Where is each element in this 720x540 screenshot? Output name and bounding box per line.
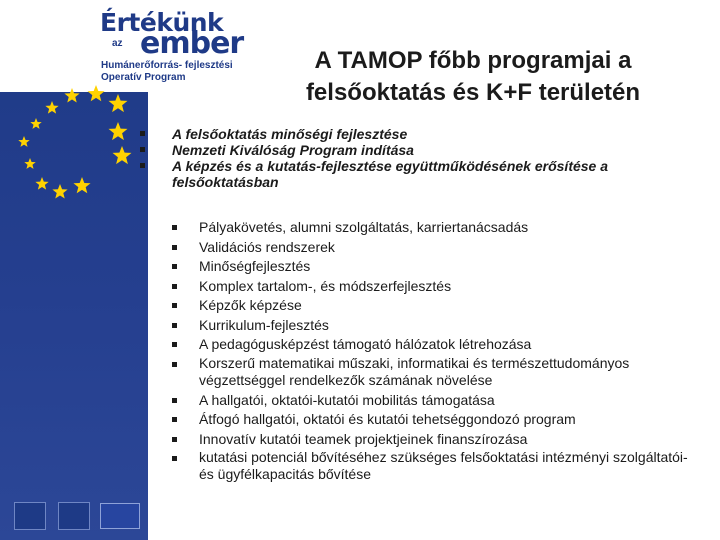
logo-subtitle-1: Humánerőforrás- fejlesztési: [101, 60, 233, 71]
page-title: [266, 45, 680, 109]
eu-stars-decoration: [0, 80, 150, 210]
bullet-icon: [172, 245, 177, 250]
bullet-icon: [172, 417, 177, 422]
sub-list-item: [172, 449, 702, 485]
star-icon: [52, 184, 67, 198]
star-icon: [24, 158, 35, 169]
star-icon: [73, 177, 90, 193]
sub-list-item: [172, 355, 702, 391]
bullet-icon: [172, 225, 177, 230]
bullet-icon: [172, 362, 177, 367]
star-icon: [64, 88, 79, 102]
star-icon: [45, 101, 58, 114]
star-icon: [18, 136, 29, 147]
sub-list-item: [172, 277, 702, 297]
bullet-icon: [172, 437, 177, 442]
logo-word-ember: ember: [140, 26, 244, 61]
sub-list-item: [172, 218, 702, 238]
star-icon: [35, 177, 48, 190]
main-list-item-text: A képzés és a kutatás-fejlesztése együttműködésének erősítése a felsőoktatásban: [172, 158, 609, 190]
main-list-item: [140, 158, 680, 190]
eu-flag-icon: [14, 502, 46, 530]
sub-list-item-text: Átfogó hallgatói, oktatói és kutatói tehetséggondozó program: [199, 411, 576, 427]
star-icon: [109, 122, 128, 140]
sub-list-item: [172, 257, 702, 277]
sub-list-item: [172, 391, 702, 411]
bullet-icon: [172, 264, 177, 269]
sub-list-item: [172, 316, 702, 336]
star-icon: [113, 146, 132, 164]
main-list-item: [140, 126, 680, 142]
sub-list-item: [172, 410, 702, 430]
eu-flag-icon: [58, 502, 90, 530]
sub-list-item-text: Komplex tartalom-, és módszerfejlesztés: [199, 277, 452, 294]
sub-list-item: [172, 335, 702, 355]
sub-program-list: [172, 218, 702, 485]
sub-list-item-text: Képzők képzése: [199, 297, 302, 313]
program-logo: [0, 0, 262, 92]
sub-list-item-text: A hallgatói, oktatói-kutatói mobilitás támogatása: [199, 391, 495, 408]
main-program-list: [140, 126, 680, 190]
star-icon: [30, 118, 41, 129]
bullet-icon: [140, 163, 145, 168]
sub-list-item-text: Minőségfejlesztés: [199, 258, 311, 274]
sub-list-item-text: Pályakövetés, alumni szolgáltatás, karriertanácsadás: [199, 219, 529, 235]
sub-list-item-text: Korszerű matematikai műszaki, informatikai és természettudományos végzettséggel rendelkezők számának növelése: [199, 354, 630, 388]
bullet-icon: [140, 147, 145, 152]
main-list-item-text: Nemzeti Kiválóság Program indítása: [172, 142, 414, 158]
sub-list-item-text: kutatási potenciál bővítéséhez szükséges felsőoktatási intézményi szolgáltatói- és ügyfélkapacitás bővítése: [199, 449, 688, 482]
sub-list-item-text: Validációs rendszerek: [199, 238, 335, 255]
sub-list-item-text: Innovatív kutatói teamek projektjeinek finanszírozása: [199, 430, 528, 447]
bullet-icon: [172, 342, 177, 347]
title-line-2: felsőoktatás és K+F területén: [305, 79, 641, 106]
eu-flag-icon: [100, 503, 140, 529]
sub-list-item: [172, 430, 702, 450]
star-icon: [87, 85, 104, 101]
sub-list-item: [172, 296, 702, 316]
bullet-icon: [140, 131, 145, 136]
bullet-icon: [172, 456, 177, 461]
main-list-item: [140, 142, 680, 158]
bullet-icon: [172, 398, 177, 403]
logo-subtitle-2: Operatív Program: [101, 72, 186, 83]
sub-list-item-text: Kurrikulum-fejlesztés: [199, 316, 329, 333]
sub-list-item: [172, 238, 702, 258]
title-line-1: A TAMOP főbb programjai a: [314, 47, 632, 74]
logo-word-ertekunk: Értékünk: [100, 8, 224, 37]
bullet-icon: [172, 323, 177, 328]
bullet-icon: [172, 303, 177, 308]
main-list-item-text: A felsőoktatás minőségi fejlesztése: [172, 126, 408, 142]
bullet-icon: [172, 284, 177, 289]
sub-list-item-text: A pedagógusképzést támogató hálózatok létrehozása: [199, 336, 532, 352]
star-icon: [109, 94, 128, 112]
logo-word-az: az: [112, 38, 123, 49]
